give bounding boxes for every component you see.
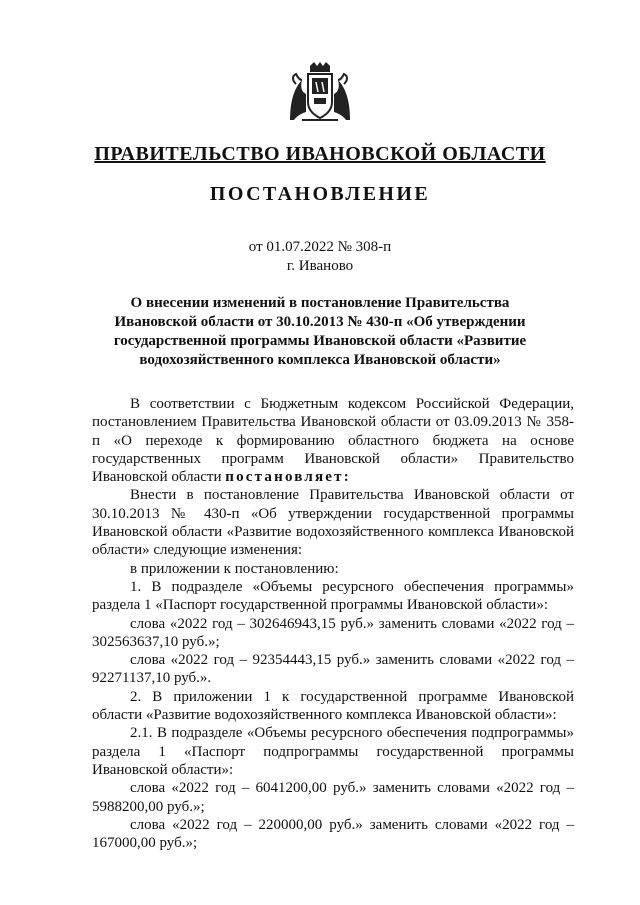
coat-of-arms-icon — [288, 62, 352, 122]
paragraph: слова «2022 год – 302646943,15 руб.» заменить словами «2022 год – 302563637,10 руб.»; — [92, 615, 574, 650]
preamble-text: В соответствии с Бюджетным кодексом Российской Федерации, постановлением Правительства Ивановской области от 03.09.2013 № 358-п «О переходе к формированию областного бюджета на основе государственных программ Ивановской области» Правительство Ивановской области — [92, 396, 574, 486]
document-body — [92, 395, 574, 852]
document-type: ПОСТАНОВЛЕНИЕ — [209, 183, 431, 205]
paragraph: слова «2022 год – 6041200,00 руб.» заменить словами «2022 год – 5988200,00 руб.»; — [92, 780, 574, 815]
date-number: от 01.07.2022 № 308-п — [248, 239, 392, 255]
paragraph: 1. В подразделе «Объемы ресурсного обеспечения программы» раздела 1 «Паспорт государственной программы Ивановской области»: — [92, 578, 574, 614]
paragraph: 2. В приложении 1 к государственной программе Ивановской области «Развитие водохозяйственного комплекса Ивановской области»: — [92, 688, 574, 724]
paragraph: слова «2022 год – 92354443,15 руб.» заменить словами «2022 год – 92271137,10 руб.». — [92, 652, 574, 687]
paragraph: Внести в постановление Правительства Ивановской области от 30.10.2013 № 430-п «Об утверждении государственной программы Ивановской области «Развитие водохозяйственного комплекса Ивановской области» следующие изменения: — [92, 487, 574, 559]
paragraph-preamble — [92, 395, 574, 486]
government-name: ПРАВИТЕЛЬСТВО ИВАНОВСКОЙ ОБЛАСТИ — [94, 143, 546, 165]
paragraph: в приложении к постановлению: — [130, 560, 339, 577]
paragraph: 2.1. В подразделе «Объемы ресурсного обеспечения подпрограммы» раздела 1 «Паспорт подпрограммы государственной программы Ивановской области»: — [92, 725, 574, 778]
paragraph: слова «2022 год – 220000,00 руб.» заменить словами «2022 год – 167000,00 руб.»; — [92, 816, 574, 852]
document-title: О внесении изменений в постановление Правительства Ивановской области от 30.10.2013 № 430-п «Об утверждении государственной программы Ивановской области «Развитие водохозяйственного комплекса Ивановской области» — [113, 295, 527, 368]
decree-word: постановляет: — [225, 469, 351, 486]
city: г. Иваново — [286, 258, 354, 274]
